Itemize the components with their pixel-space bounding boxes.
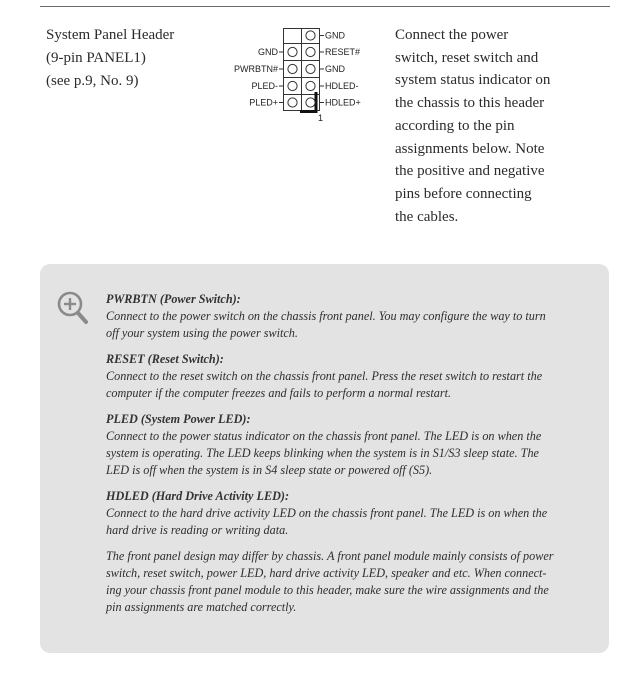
pin-label-left: GND [258,47,278,57]
description-line: Connect the power [395,27,509,43]
note-closing [106,548,581,616]
pin-label-left: PWRBTN# [233,64,278,74]
pin-label-left: PLED- [251,81,278,91]
pin-circle [306,64,315,73]
top-divider [40,6,610,7]
section-line: off your system using the power switch. [106,326,298,340]
header-title-line: (9-pin PANEL1) [46,50,146,66]
pin-label-right: GND [325,30,345,41]
section-line: Connect to the reset switch on the chassis front panel. Press the reset switch to restart the [106,369,543,383]
header-description [395,24,595,228]
section-title: RESET (Reset Switch): [106,352,224,366]
pin-circle [306,98,315,107]
description-line: the positive and negative [395,163,545,180]
pin-circle [306,81,315,90]
pin-label-right: HDLED- [325,81,359,91]
note-section-pled [106,411,581,479]
header-title [46,24,236,93]
header-title-line: System Panel Header [46,27,175,43]
closing-line: pin assignments are matched correctly. [106,600,297,614]
pin-circle [288,81,297,90]
section-line: Connect to the power status indicator on the chassis front panel. The LED is on when the [106,429,542,443]
section-line: LED is off when the system is in S4 sleep state or powered off (S5). [106,463,433,477]
pin-circle [288,98,297,107]
pin-label-left: PLED+ [249,97,278,108]
section-line: Connect to the hard drive activity LED on the chassis front panel. The LED is on when the [106,506,548,520]
note-section-reset [106,351,581,402]
note-section-hdled [106,488,581,539]
pin-diagram-svg [220,26,380,122]
note-section-pwrbtn [106,291,581,342]
description-line: according to the pin [395,117,515,134]
pin-diagram [220,26,380,122]
description-line: assignments below. Note [395,140,545,157]
pin1-label: 1 [318,113,324,122]
header-title-line: (see p.9, No. 9) [46,73,139,89]
section-title: PWRBTN (Power Switch): [106,292,241,306]
pin-label-right: HDLED+ [325,97,361,108]
section-line: computer if the computer freezes and fails to perform a normal restart. [106,386,452,400]
closing-line: The front panel design may differ by chassis. A front panel module mainly consists of power [106,549,554,563]
section-line: Connect to the power switch on the chassis front panel. You may configure the way to turn [106,309,546,323]
section-title: HDLED (Hard Drive Activity LED): [106,489,290,503]
description-line: the chassis to this header [395,95,545,112]
note-box [40,264,609,653]
note-content [106,291,581,616]
pin-circle [288,64,297,73]
pin-circle [288,47,297,56]
closing-line: switch, reset switch, power LED, hard drive activity LED, speaker and etc. When connect- [106,566,547,580]
pin-label-right: RESET# [325,47,361,57]
section-line: hard drive is reading or writing data. [106,523,289,537]
section-title: PLED (System Power LED): [106,412,251,426]
zoom-in-icon [56,290,90,326]
description-line: system status indicator on [395,72,551,89]
section-line: system is operating. The LED keeps blinking when the system is in S1/S3 sleep state. The [106,446,539,460]
description-line: switch, reset switch and [395,49,539,66]
pin-circle [306,31,315,40]
pin-circle [306,47,315,56]
description-line: the cables. [395,208,459,225]
pin-label-right: GND [325,64,345,74]
closing-line: ing your chassis front panel module to this header, make sure the wire assignments and the [106,583,549,597]
description-line: pins before connecting [395,185,532,202]
